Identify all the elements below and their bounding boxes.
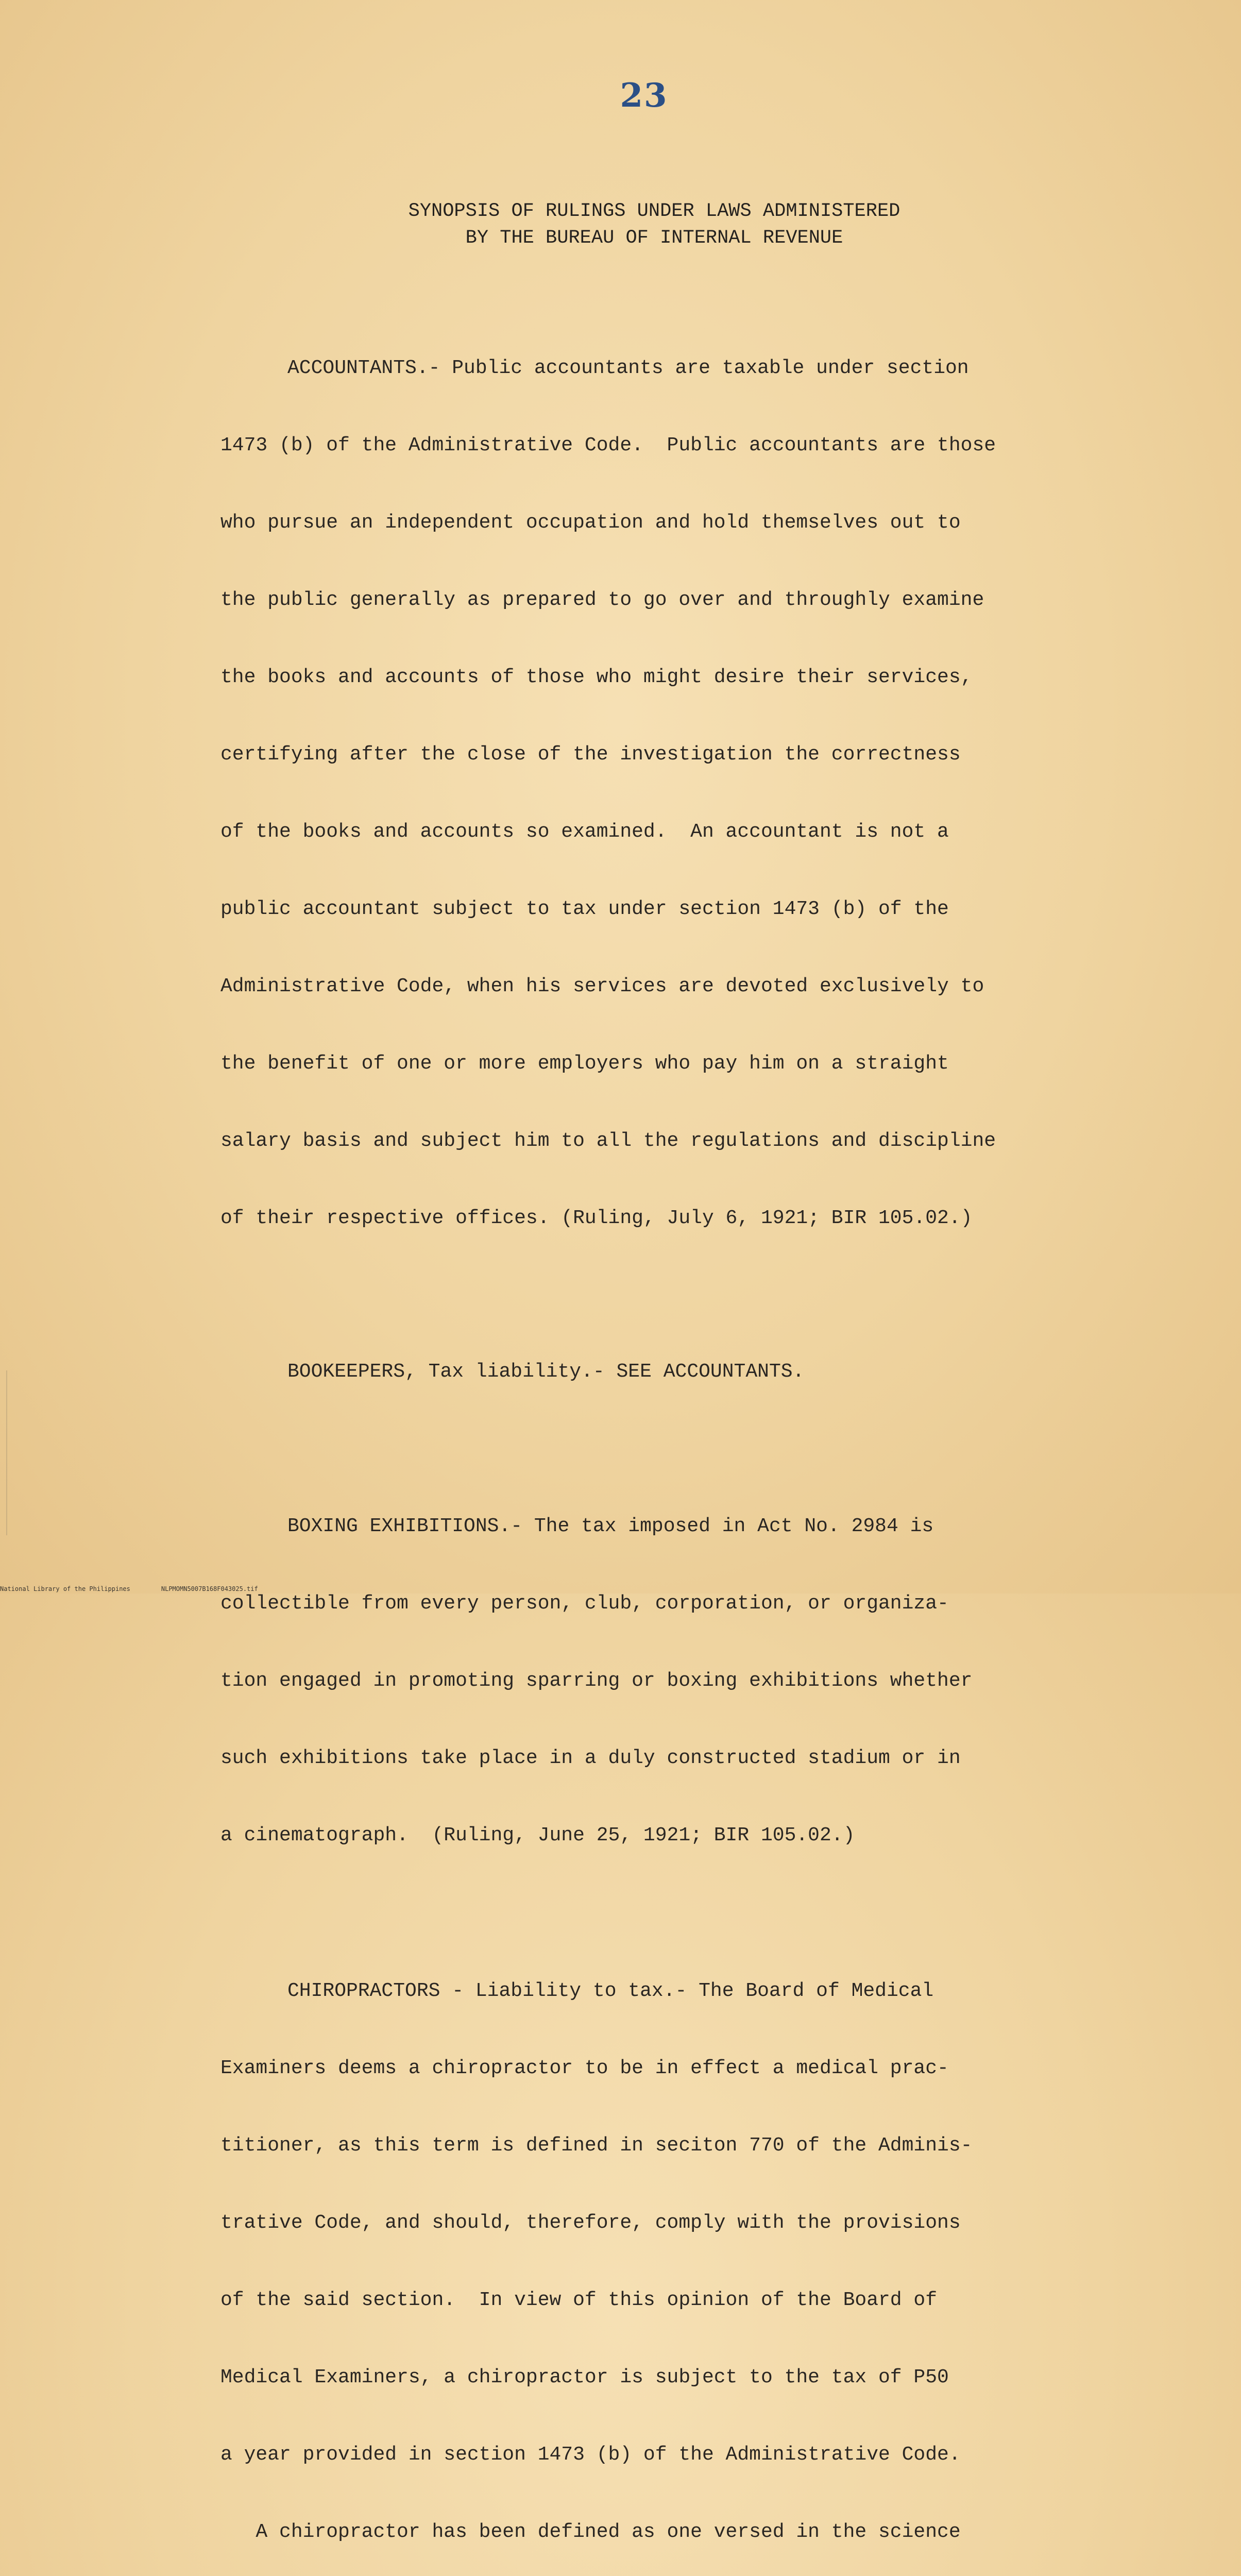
title-line-2: BY THE BUREAU OF INTERNAL REVENUE	[465, 227, 843, 249]
entry-line: of the books and accounts so examined. An accountant is not a	[220, 821, 949, 843]
entry-line: A chiropractor has been defined as one versed in the science	[220, 2521, 961, 2543]
entry-line: 1473 (b) of the Administrative Code. Public accountants are those	[220, 434, 996, 456]
entry-chiropractors	[220, 1927, 1199, 2576]
footer-library: National Library of the Philippines	[0, 1585, 130, 1592]
entry-line: CHIROPRACTORS - Liability to tax.- The Board of Medical	[287, 1980, 934, 2002]
footer-filename: NLPMOMN5007B168F043025.tif	[161, 1585, 258, 1592]
entry-boxing-exhibitions	[220, 1462, 1199, 1900]
entry-line: of their respective offices. (Ruling, July 6, 1921; BIR 105.02.)	[220, 1207, 973, 1229]
entry-line: public accountant subject to tax under section 1473 (b) of the	[220, 898, 949, 920]
entry-line: the books and accounts of those who might desire their services,	[220, 666, 973, 688]
entry-line: BOOKEEPERS, Tax liability.- SEE ACCOUNTANTS.	[287, 1361, 805, 1383]
entry-line: collectible from every person, club, corporation, or organiza-	[220, 1592, 949, 1615]
entry-line: salary basis and subject him to all the regulations and discipline	[220, 1130, 996, 1152]
entry-line: the public generally as prepared to go over and throughly examine	[220, 589, 984, 611]
entry-line: the benefit of one or more employers who pay him on a straight	[220, 1053, 949, 1075]
entry-line: ACCOUNTANTS.- Public accountants are taxable under section	[287, 357, 969, 379]
rulings-body	[220, 304, 1199, 2576]
entry-line: Administrative Code, when his services are devoted exclusively to	[220, 975, 984, 997]
entry-line: a year provided in section 1473 (b) of the Administrative Code.	[220, 2444, 961, 2466]
entry-line: a cinematograph. (Ruling, June 25, 1921; BIR 105.02.)	[220, 1824, 855, 1846]
document-title	[288, 198, 1020, 251]
entry-bookeepers	[220, 1308, 1199, 1436]
entry-line: tion engaged in promoting sparring or boxing exhibitions whether	[220, 1670, 973, 1692]
entry-line: who pursue an independent occupation and hold themselves out to	[220, 512, 961, 534]
entry-line: Medical Examiners, a chiropractor is subject to the tax of P50	[220, 2366, 949, 2388]
scan-footer	[0, 1585, 1241, 1592]
entry-line: trative Code, and should, therefore, comply with the provisions	[220, 2212, 961, 2234]
title-line-1: SYNOPSIS OF RULINGS UNDER LAWS ADMINISTERED	[408, 200, 900, 222]
entry-line: titioner, as this term is defined in seciton 770 of the Adminis-	[220, 2134, 973, 2157]
entry-line: Examiners deems a chiropractor to be in effect a medical prac-	[220, 2057, 949, 2079]
entry-line: of the said section. In view of this opinion of the Board of	[220, 2289, 938, 2311]
entry-line: such exhibitions take place in a duly constructed stadium or in	[220, 1747, 961, 1769]
entry-line: certifying after the close of the investigation the correctness	[220, 743, 961, 766]
entry-line: BOXING EXHIBITIONS.- The tax imposed in Act No. 2984 is	[287, 1515, 934, 1537]
entry-accountants	[220, 304, 1199, 1283]
margin-pencil-mark	[6, 1370, 23, 1535]
page-number: 23	[620, 76, 668, 115]
